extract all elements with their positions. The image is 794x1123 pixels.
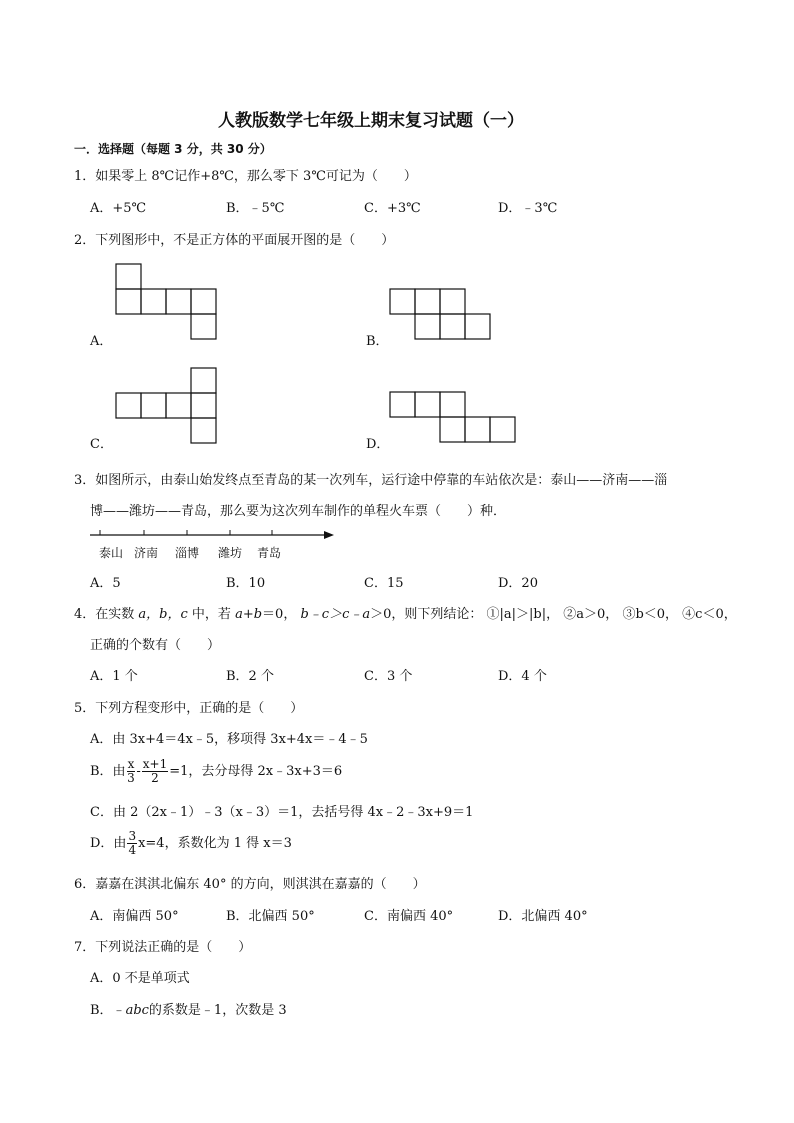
- q5-option-a: A．由 3x+4＝4x﹣5，移项得 3x+4x＝﹣4﹣5: [90, 732, 368, 747]
- q5-d-post: x=4，系数化为 1 得 x＝3: [138, 836, 292, 851]
- q3-option-d: D．20: [498, 576, 538, 591]
- question-7-stem: 7．下列说法正确的是（ ）: [74, 940, 252, 955]
- q4-text: 中，若: [191, 607, 231, 622]
- question-1-stem: 1．如果零上 8℃记作+8℃，那么零下 3℃可记为（ ）: [74, 169, 417, 184]
- q5-option-b: B．由 $\frac{x}{3}$ - $\frac{x+1}{2}$ =1，去分母得 2x﹣3x+3＝6: [90, 757, 343, 785]
- q7-option-b: B．﹣abc的系数是﹣1，次数是 3: [90, 1003, 287, 1018]
- question-4-stem-line1: [74, 603, 737, 622]
- question-3-stem-line2: 博——潍坊——青岛，那么要为这次列车制作的单程火车票（ ）种．: [90, 504, 507, 519]
- q5-option-c: C．由 2（2x﹣1）﹣3（x﹣3）＝1，去括号得 4x﹣2﹣3x+9＝1: [90, 805, 474, 820]
- question-4-stem-line2: 正确的个数有（ ）: [90, 638, 221, 653]
- q4-option-d: D．4 个: [498, 669, 547, 684]
- q3-option-c: C．15: [364, 576, 404, 591]
- q5-b-pre: B．由: [90, 764, 126, 779]
- q1-option-a: A．+5℃: [90, 201, 147, 216]
- q4-vars: a，b，c: [138, 607, 188, 622]
- q4-conclusion-3: ③b＜0，: [622, 607, 679, 622]
- q2-label-a: A．: [90, 334, 113, 349]
- q5-b-post: =1，去分母得 2x﹣3x+3＝6: [169, 764, 343, 779]
- q6-option-c: C．南偏西 40°: [364, 909, 454, 924]
- q2-label-d: D．: [366, 437, 390, 452]
- q4-option-a: A．1 个: [90, 669, 138, 684]
- q4-text: 4．在实数: [74, 607, 135, 622]
- q6-option-b: B．北偏西 50°: [226, 909, 315, 924]
- q4-conclusion-1: ①|a|＞|b|，: [486, 607, 560, 622]
- net-figure-d: [389, 391, 521, 447]
- railway-line-diagram: [90, 527, 340, 543]
- station-label: 泰山: [99, 546, 124, 560]
- q1-option-c: C．+3℃: [364, 201, 421, 216]
- q4-text: ＞0，则下列结论：: [370, 607, 483, 622]
- page-title: 人教版数学七年级上期末复习试题（一）: [218, 111, 524, 131]
- q7-option-a: A．0 不是单项式: [90, 971, 190, 986]
- net-figure-c: [115, 367, 221, 447]
- station-label: 青岛: [257, 546, 282, 560]
- question-2-stem: 2．下列图形中，不是正方体的平面展开图的是（ ）: [74, 233, 395, 248]
- q4-cond2: b﹣c＞c﹣a: [300, 607, 371, 622]
- fraction: $\frac{x}{3}$: [127, 757, 135, 785]
- q4-conclusion-4: ④c＜0，: [682, 607, 737, 622]
- station-label: 济南: [134, 546, 159, 560]
- net-figure-b: [389, 288, 495, 344]
- question-5-stem: 5．下列方程变形中，正确的是（ ）: [74, 701, 304, 716]
- question-6-stem: 6．嘉嘉在淇淇北偏东 40° 的方向，则淇淇在嘉嘉的（ ）: [74, 877, 426, 892]
- q1-option-d: D．﹣3℃: [498, 201, 558, 216]
- net-figure-a: [115, 263, 221, 343]
- q4-option-c: C．3 个: [364, 669, 413, 684]
- question-3-stem-line1: 3．如图所示，由泰山始发终点至青岛的某一次列车，运行途中停靠的车站依次是：泰山——济南——淄: [74, 473, 668, 488]
- q5-d-pre: D．由: [90, 836, 127, 851]
- fraction: $\frac{x+1}{2}$: [142, 757, 168, 785]
- q4-text: ＝0，: [262, 607, 297, 622]
- q3-option-a: A．5: [90, 576, 121, 591]
- q1-option-b: B．﹣5℃: [226, 201, 285, 216]
- station-label: 淄博: [175, 546, 200, 560]
- section-heading: 一．选择题（每题 3 分，共 30 分）: [74, 142, 272, 156]
- q4-cond1: a+b: [235, 607, 263, 622]
- q2-label-c: C．: [90, 437, 113, 452]
- fraction: $\frac{3}{4}$: [128, 829, 137, 857]
- q4-conclusion-2: ②a＞0，: [563, 607, 619, 622]
- q3-option-b: B．10: [226, 576, 266, 591]
- q6-option-d: D．北偏西 40°: [498, 909, 588, 924]
- q5-option-d: [90, 830, 292, 857]
- q2-label-b: B．: [366, 334, 389, 349]
- station-label: 潍坊: [218, 546, 243, 560]
- q6-option-a: A．南偏西 50°: [90, 909, 179, 924]
- q4-option-b: B．2 个: [226, 669, 274, 684]
